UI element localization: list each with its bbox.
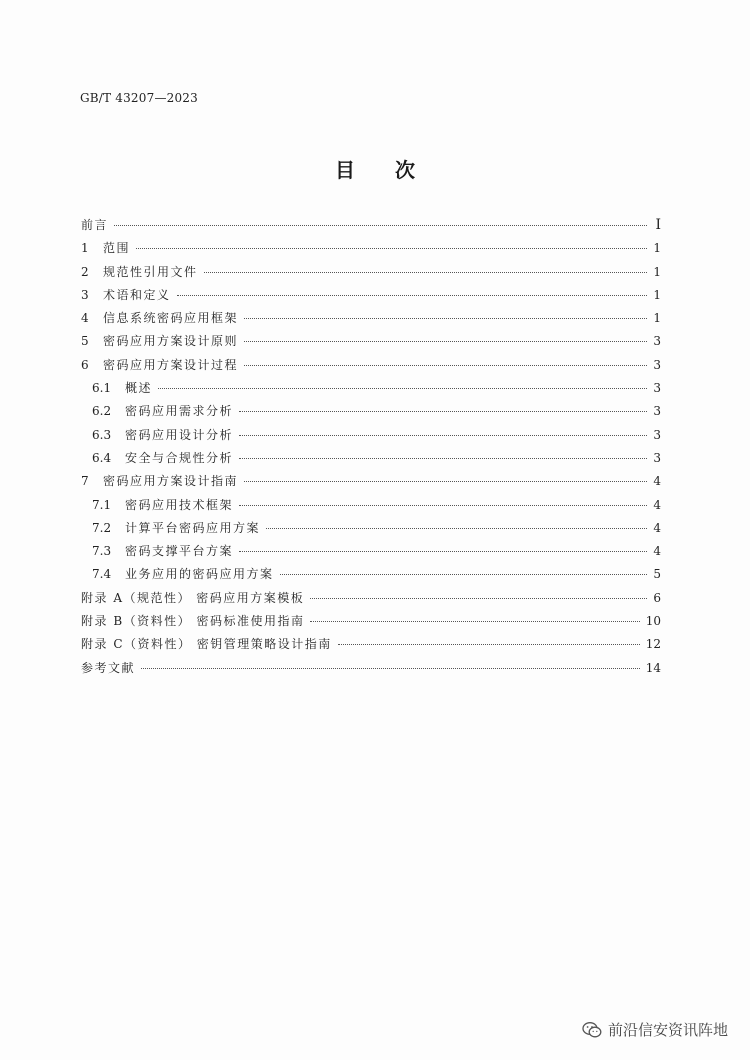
toc-entry-number: 4 (81, 311, 89, 326)
toc-dot-leader (280, 574, 647, 575)
toc-entry-page: 3 (653, 427, 661, 442)
toc-entry-page: 1 (653, 311, 661, 326)
table-of-contents (81, 214, 661, 680)
toc-entry-page: 3 (653, 357, 661, 372)
toc-dot-leader (244, 481, 647, 482)
toc-entry-page: I (655, 217, 661, 233)
toc-entry-label: 安全与合规性分析 (125, 450, 234, 465)
toc-entry-number: 7 (81, 474, 89, 489)
standard-code: GB/T 43207—2023 (80, 91, 198, 105)
toc-dot-leader (239, 505, 647, 506)
toc-entry-label: 前言 (81, 218, 109, 232)
toc-entry-label: 密码应用方案设计原则 (103, 334, 239, 349)
toc-entry-page: 4 (653, 474, 661, 489)
toc-entry-page: 4 (653, 520, 661, 535)
toc-entry-label: 附录 B（资料性） 密码标准使用指南 (81, 614, 305, 629)
toc-entry[interactable] (81, 377, 661, 400)
toc-entry-page: 6 (653, 590, 661, 605)
toc-dot-leader (244, 341, 647, 342)
toc-entry[interactable] (81, 284, 661, 307)
toc-entry[interactable] (81, 237, 661, 260)
toc-entry-page: 4 (653, 544, 661, 559)
toc-entry-label: 规范性引用文件 (103, 264, 198, 279)
toc-entry-number: 1 (81, 241, 89, 256)
toc-dot-leader (239, 411, 647, 412)
toc-entry-label: 范围 (103, 241, 131, 256)
toc-entry-page: 5 (653, 567, 661, 582)
toc-dot-leader (266, 528, 647, 529)
toc-entry-number: 3 (81, 287, 89, 302)
toc-entry-number: 7.3 (92, 544, 112, 559)
toc-entry-page: 3 (653, 404, 661, 419)
toc-entry[interactable] (81, 633, 661, 656)
toc-dot-leader (239, 551, 647, 552)
toc-entry-number: 7.4 (92, 567, 112, 582)
toc-entry-page: 3 (653, 381, 661, 396)
toc-entry-label: 信息系统密码应用框架 (103, 311, 239, 326)
page-title: 目次 (335, 158, 455, 182)
toc-entry-label: 计算平台密码应用方案 (125, 520, 261, 535)
toc-entry-label: 术语和定义 (103, 287, 171, 302)
toc-entry-number: 2 (81, 264, 89, 279)
toc-dot-leader (114, 225, 647, 226)
toc-dot-leader (244, 318, 647, 319)
toc-entry[interactable] (81, 657, 661, 680)
toc-entry[interactable] (81, 447, 661, 470)
toc-entry-label: 附录 C（资料性） 密钥管理策略设计指南 (81, 637, 332, 652)
toc-entry-page: 3 (653, 334, 661, 349)
toc-entry[interactable] (81, 354, 661, 377)
toc-entry[interactable] (81, 494, 661, 517)
toc-entry[interactable] (81, 470, 661, 493)
watermark-text: 前沿信安资讯阵地 (607, 1021, 728, 1039)
toc-entry-page: 10 (645, 614, 661, 629)
toc-entry-label: 密码应用方案设计过程 (103, 357, 239, 372)
toc-entry[interactable] (81, 563, 661, 586)
toc-entry-number: 7.2 (92, 520, 112, 535)
toc-entry-label: 密码应用设计分析 (125, 427, 234, 442)
toc-entry-page: 12 (645, 637, 661, 652)
toc-entry-page: 14 (645, 660, 661, 675)
toc-entry[interactable] (81, 587, 661, 610)
toc-entry-number: 5 (81, 334, 89, 349)
toc-dot-leader (310, 621, 639, 622)
toc-dot-leader (136, 248, 647, 249)
toc-entry-label: 密码应用需求分析 (125, 404, 234, 419)
toc-entry[interactable] (81, 330, 661, 353)
toc-dot-leader (310, 598, 647, 599)
toc-entry[interactable] (81, 424, 661, 447)
toc-entry[interactable] (81, 400, 661, 423)
toc-dot-leader (158, 388, 647, 389)
toc-entry-label: 附录 A（规范性） 密码应用方案模板 (81, 590, 305, 605)
toc-dot-leader (244, 365, 647, 366)
toc-entry-number: 7.1 (92, 497, 112, 512)
toc-entry-label: 密码应用方案设计指南 (103, 474, 239, 489)
toc-dot-leader (204, 272, 647, 273)
toc-entry-page: 1 (653, 241, 661, 256)
toc-entry-number: 6.2 (92, 404, 112, 419)
toc-entry[interactable] (81, 214, 661, 237)
toc-dot-leader (177, 295, 647, 296)
toc-entry-label: 业务应用的密码应用方案 (125, 567, 274, 582)
toc-entry-number: 6.4 (92, 450, 112, 465)
toc-entry-label: 概述 (125, 381, 153, 396)
toc-entry-number: 6 (81, 357, 89, 372)
toc-entry-number: 6.3 (92, 427, 112, 442)
toc-entry[interactable] (81, 307, 661, 330)
toc-entry[interactable] (81, 517, 661, 540)
toc-dot-leader (239, 435, 647, 436)
wechat-icon (582, 1021, 602, 1039)
toc-dot-leader (239, 458, 647, 459)
toc-entry-number: 6.1 (92, 381, 112, 396)
toc-entry-label: 密码应用技术框架 (125, 497, 234, 512)
toc-entry-label: 参考文献 (81, 660, 136, 675)
toc-entry-page: 1 (653, 264, 661, 279)
toc-entry-label: 密码支撑平台方案 (125, 544, 234, 559)
toc-entry[interactable] (81, 540, 661, 563)
watermark (582, 1019, 728, 1040)
toc-dot-leader (141, 668, 640, 669)
toc-entry[interactable] (81, 261, 661, 284)
toc-entry-page: 3 (653, 450, 661, 465)
toc-dot-leader (338, 644, 640, 645)
toc-entry-page: 4 (653, 497, 661, 512)
toc-entry[interactable] (81, 610, 661, 633)
toc-entry-page: 1 (653, 287, 661, 302)
